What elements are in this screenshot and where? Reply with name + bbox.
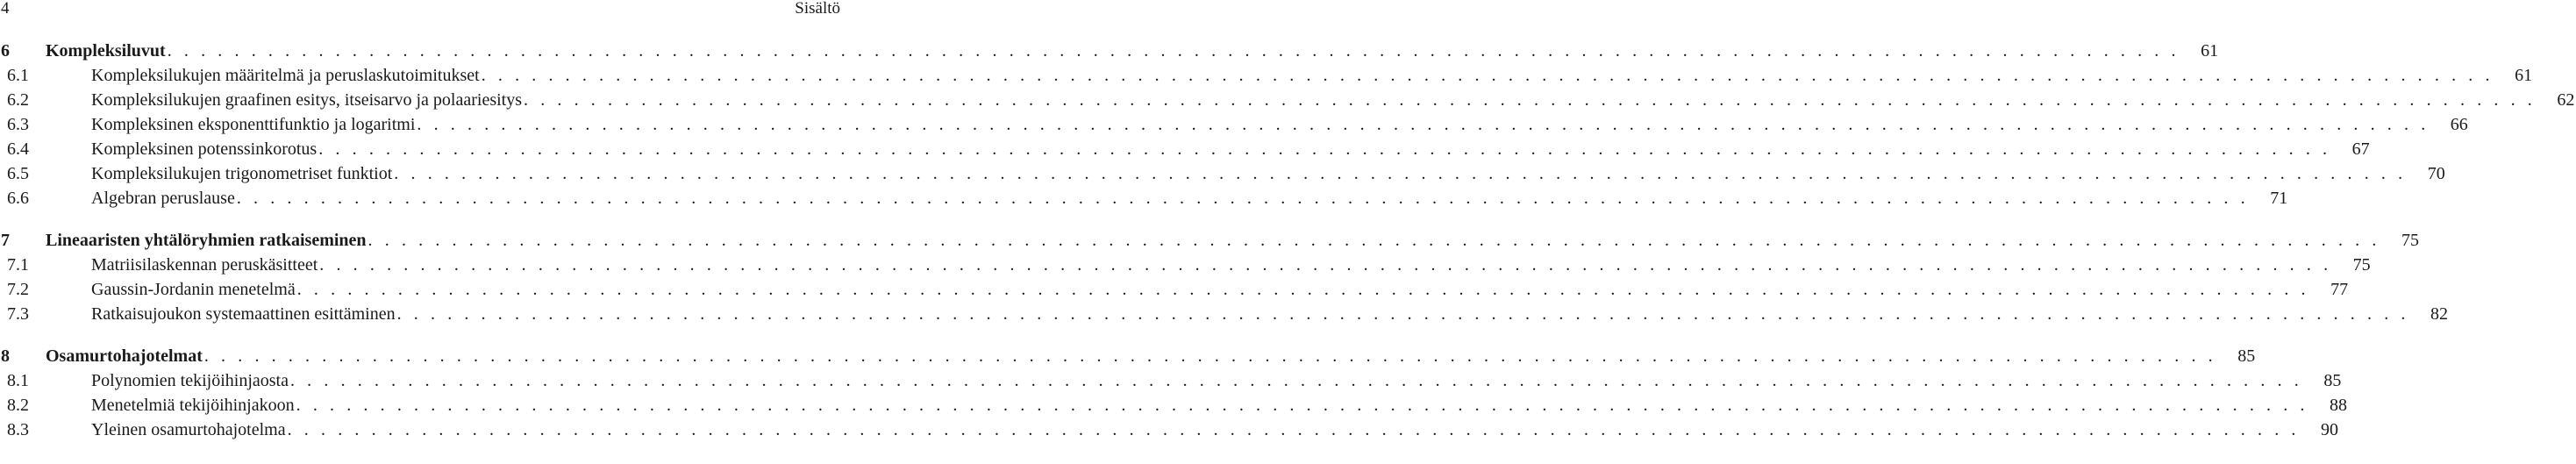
section-page-number: 90 bbox=[2321, 420, 2339, 439]
section-title: Gaussin-Jordanin menetelmä bbox=[91, 280, 296, 299]
section-number: 8.3 bbox=[7, 420, 29, 439]
toc-section-entry[interactable] bbox=[0, 393, 2348, 418]
chapter-page-number: 61 bbox=[2201, 41, 2219, 61]
section-title: Kompleksilukujen määritelmä ja peruslaskutoimitukset bbox=[91, 66, 480, 85]
toc-section-entry[interactable] bbox=[0, 277, 2349, 302]
chapter-page-number: 85 bbox=[2237, 346, 2256, 366]
section-title: Polynomien tekijöihinjaosta bbox=[91, 371, 289, 390]
section-number: 6.1 bbox=[7, 66, 29, 85]
section-number: 7.2 bbox=[7, 280, 29, 299]
section-page-number: 67 bbox=[2351, 139, 2370, 159]
section-page-number: 66 bbox=[2450, 115, 2468, 134]
dot-leader: . . . . . . . . . . . . . . . . . . . . . . . . . . . . . . . . . . . . . . . . . . . . . . . . . . . . . . . . . . . . . . . . . . . . . . . . . . . . . . . . . . . . . . . . . . . . . . . . . . . . . . . . . . . . . . . . . . . . . . . . bbox=[296, 280, 2310, 299]
section-page-number: 70 bbox=[2427, 164, 2445, 183]
toc-section-entry[interactable] bbox=[0, 63, 2533, 88]
section-number: 8.1 bbox=[7, 371, 29, 390]
section-title: Kompleksinen eksponenttifunktio ja logaritmi bbox=[91, 115, 416, 134]
toc-section-entry[interactable] bbox=[0, 112, 2468, 137]
toc-section-entry[interactable] bbox=[0, 368, 2342, 393]
dot-leader: . . . . . . . . . . . . . . . . . . . . . . . . . . . . . . . . . . . . . . . . . . . . . . . . . . . . . . . . . . . . . . . . . . . . . . . . . . . . . . . . . . . . . . . . . . . . . . . . . . . . . . . . . . . . . . . . . . . . . . . . bbox=[203, 346, 2217, 366]
section-number: 8.2 bbox=[7, 396, 29, 415]
dot-leader: . . . . . . . . . . . . . . . . . . . . . . . . . . . . . . . . . . . . . . . . . . . . . . . . . . . . . . . . . . . . . . . . . . . . . . . . . . . . . . . . . . . . . . . . . . . . . . . . . . . . . . . . . . . . . . . . . . . . . . . . bbox=[319, 255, 2332, 275]
section-page-number: 75 bbox=[2352, 255, 2371, 275]
page-header bbox=[0, 0, 842, 21]
section-page-number: 61 bbox=[2515, 66, 2533, 85]
chapter-title: Osamurtohajotelmat bbox=[46, 346, 203, 366]
dot-leader: . . . . . . . . . . . . . . . . . . . . . . . . . . . . . . . . . . . . . . . . . . . . . . . . . . . . . . . . . . . . . . . . . . . . . . . . . . . . . . . . . . . . . . . . . . . . . . . . . . . . . . . . . . . . . . . . . . . . . . . . bbox=[296, 396, 2309, 415]
toc-chapter-entry[interactable] bbox=[0, 344, 2256, 368]
section-page-number: 82 bbox=[2430, 304, 2449, 324]
section-page-number: 88 bbox=[2330, 396, 2348, 415]
toc-section-entry[interactable] bbox=[0, 88, 2575, 112]
toc-chapter-entry[interactable] bbox=[0, 39, 2219, 63]
toc-chapter bbox=[0, 39, 2575, 211]
section-number: 6.2 bbox=[7, 90, 29, 110]
section-number: 6.4 bbox=[7, 139, 29, 159]
table-of-contents bbox=[0, 39, 2575, 460]
dot-leader: . . . . . . . . . . . . . . . . . . . . . . . . . . . . . . . . . . . . . . . . . . . . . . . . . . . . . . . . . . . . . . . . . . . . . . . . . . . . . . . . . . . . . . . . . . . . . . . . . . . . . . . . . . . . . . . . . . . . . . . . bbox=[524, 90, 2537, 110]
dot-leader: . . . . . . . . . . . . . . . . . . . . . . . . . . . . . . . . . . . . . . . . . . . . . . . . . . . . . . . . . . . . . . . . . . . . . . . . . . . . . . . . . . . . . . . . . . . . . . . . . . . . . . . . . . . . . . . . . . . . . . . . bbox=[367, 231, 2380, 250]
section-number: 7.1 bbox=[7, 255, 29, 275]
section-title: Kompleksilukujen graafinen esitys, itseisarvo ja polaariesitys bbox=[91, 90, 522, 110]
section-title: Kompleksinen potenssinkorotus bbox=[91, 139, 318, 159]
toc-chapter-entry[interactable] bbox=[0, 228, 2419, 253]
section-page-number: 85 bbox=[2323, 371, 2342, 390]
dot-leader: . . . . . . . . . . . . . . . . . . . . . . . . . . . . . . . . . . . . . . . . . . . . . . . . . . . . . . . . . . . . . . . . . . . . . . . . . . . . . . . . . . . . . . . . . . . . . . . . . . . . . . . . . . . . . . . . . . . . . . . . bbox=[394, 164, 2407, 183]
section-number: 6.3 bbox=[7, 115, 29, 134]
dot-leader: . . . . . . . . . . . . . . . . . . . . . . . . . . . . . . . . . . . . . . . . . . . . . . . . . . . . . . . . . . . . . . . . . . . . . . . . . . . . . . . . . . . . . . . . . . . . . . . . . . . . . . . . . . . . . . . . . . . . . . . . bbox=[236, 189, 2250, 208]
section-page-number: 62 bbox=[2557, 90, 2575, 110]
toc-section-entry[interactable] bbox=[0, 186, 2288, 211]
toc-chapter bbox=[0, 228, 2449, 326]
toc-section-entry[interactable] bbox=[0, 137, 2370, 161]
dot-leader: . . . . . . . . . . . . . . . . . . . . . . . . . . . . . . . . . . . . . . . . . . . . . . . . . . . . . . . . . . . . . . . . . . . . . . . . . . . . . . . . . . . . . . . . . . . . . . . . . . . . . . . . . . . . . . . . . . . . . . . . bbox=[287, 420, 2301, 439]
chapter-number: 7 bbox=[1, 231, 10, 250]
section-page-number: 71 bbox=[2270, 189, 2288, 208]
section-title: Matriisilaskennan peruskäsitteet bbox=[91, 255, 318, 275]
dot-leader: . . . . . . . . . . . . . . . . . . . . . . . . . . . . . . . . . . . . . . . . . . . . . . . . . . . . . . . . . . . . . . . . . . . . . . . . . . . . . . . . . . . . . . . . . . . . . . . . . . . . . . . . . . . . . . . . . . . . . . . . bbox=[167, 41, 2180, 61]
toc-section-entry[interactable] bbox=[0, 161, 2445, 186]
chapter-title: Lineaaristen yhtälöryhmien ratkaiseminen bbox=[46, 231, 367, 250]
chapter-title: Kompleksiluvut bbox=[46, 41, 166, 61]
dot-leader: . . . . . . . . . . . . . . . . . . . . . . . . . . . . . . . . . . . . . . . . . . . . . . . . . . . . . . . . . . . . . . . . . . . . . . . . . . . . . . . . . . . . . . . . . . . . . . . . . . . . . . . . . . . . . . . . . . . . . . . . bbox=[417, 115, 2430, 134]
chapter-number: 8 bbox=[1, 346, 10, 366]
section-number: 7.3 bbox=[7, 304, 29, 324]
toc-chapter bbox=[0, 344, 2348, 442]
section-page-number: 77 bbox=[2330, 280, 2349, 299]
dot-leader: . . . . . . . . . . . . . . . . . . . . . . . . . . . . . . . . . . . . . . . . . . . . . . . . . . . . . . . . . . . . . . . . . . . . . . . . . . . . . . . . . . . . . . . . . . . . . . . . . . . . . . . . . . . . . . . . . . . . . . . . bbox=[481, 66, 2494, 85]
section-title: Kompleksilukujen trigonometriset funktiot bbox=[91, 164, 393, 183]
section-title: Menetelmiä tekijöihinjakoon bbox=[91, 396, 295, 415]
running-title: Sisältö bbox=[795, 0, 840, 18]
toc-section-entry[interactable] bbox=[0, 302, 2449, 326]
section-number: 6.6 bbox=[7, 189, 29, 208]
toc-section-entry[interactable] bbox=[0, 418, 2339, 442]
section-title: Ratkaisujoukon systemaattinen esittäminen bbox=[91, 304, 396, 324]
chapter-page-number: 75 bbox=[2401, 231, 2419, 250]
dot-leader: . . . . . . . . . . . . . . . . . . . . . . . . . . . . . . . . . . . . . . . . . . . . . . . . . . . . . . . . . . . . . . . . . . . . . . . . . . . . . . . . . . . . . . . . . . . . . . . . . . . . . . . . . . . . . . . . . . . . . . . . bbox=[396, 304, 2410, 324]
dot-leader: . . . . . . . . . . . . . . . . . . . . . . . . . . . . . . . . . . . . . . . . . . . . . . . . . . . . . . . . . . . . . . . . . . . . . . . . . . . . . . . . . . . . . . . . . . . . . . . . . . . . . . . . . . . . . . . . . . . . . . . . bbox=[318, 139, 2331, 159]
section-title: Yleinen osamurtohajotelma bbox=[91, 420, 286, 439]
dot-leader: . . . . . . . . . . . . . . . . . . . . . . . . . . . . . . . . . . . . . . . . . . . . . . . . . . . . . . . . . . . . . . . . . . . . . . . . . . . . . . . . . . . . . . . . . . . . . . . . . . . . . . . . . . . . . . . . . . . . . . . . bbox=[289, 371, 2303, 390]
chapter-number: 6 bbox=[1, 41, 10, 61]
section-number: 6.5 bbox=[7, 164, 29, 183]
section-title: Algebran peruslause bbox=[91, 189, 235, 208]
page-number: 4 bbox=[1, 0, 10, 18]
toc-section-entry[interactable] bbox=[0, 253, 2371, 277]
